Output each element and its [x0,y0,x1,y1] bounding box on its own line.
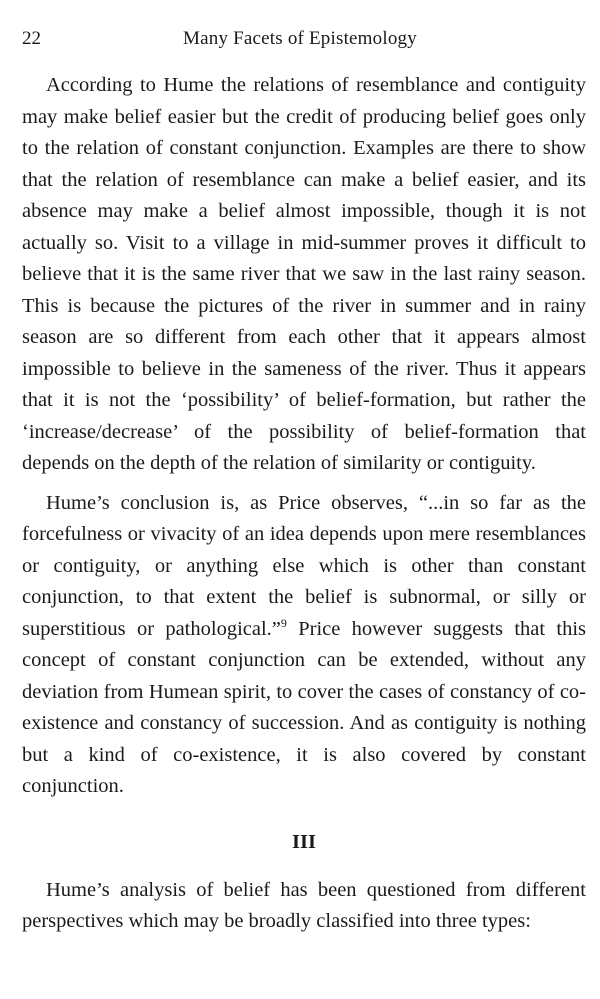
paragraph-hume-relations: According to Hume the relations of resemblance and contiguity may make belief easier but the credit of producing belief goes only to the relation of constant conjunction. Examples are there to show that the relation of resemblance can make a belief easier, and its absence may make a belief almost impossible, though it is not actually so. Visit to a village in mid-summer proves it difficult to believe that it is the same river that we saw in the last rainy season. This is because the pictures of the river in summer and in rainy season are so different from each other that it appears almost impossible to believe in the sameness of the river. Thus it appears that it is not the ‘possibility’ of belief-formation, but rather the ‘increase/decrease’ of the possibility of belief-formation that depends on the depth of the relation of similarity or contiguity. [22,74,586,474]
page-number: 22 [22,28,41,49]
footnote-marker: 9 [280,615,287,630]
body-text [22,70,586,938]
paragraph-hume-conclusion [22,488,586,803]
section-heading: III [292,830,316,853]
running-head: Many Facets of Epistemology [183,28,417,49]
paragraph-text: Hume’s conclusion is, as Price observes, “...in so far as the forcefulness or vivacity of an idea depends upon mere resemblances or contiguity, or anything else which is other than constant conjunction, to that extent the belief is subnormal, or silly or superstitious or pathological.” [22,491,586,640]
paragraph-section-intro: Hume’s analysis of belief has been questioned from different perspectives which may be broadly classified into three types: [22,878,586,932]
page-header [22,28,578,58]
paragraph-text: Price however suggests that this concept of constant conjunction can be extended, without any deviation from Humean spirit, to cover the cases of constancy of co-existence and constancy of succession. And as contiguity is nothing but a kind of co-existence, it is also covered by constant conjunction. [22,617,586,797]
